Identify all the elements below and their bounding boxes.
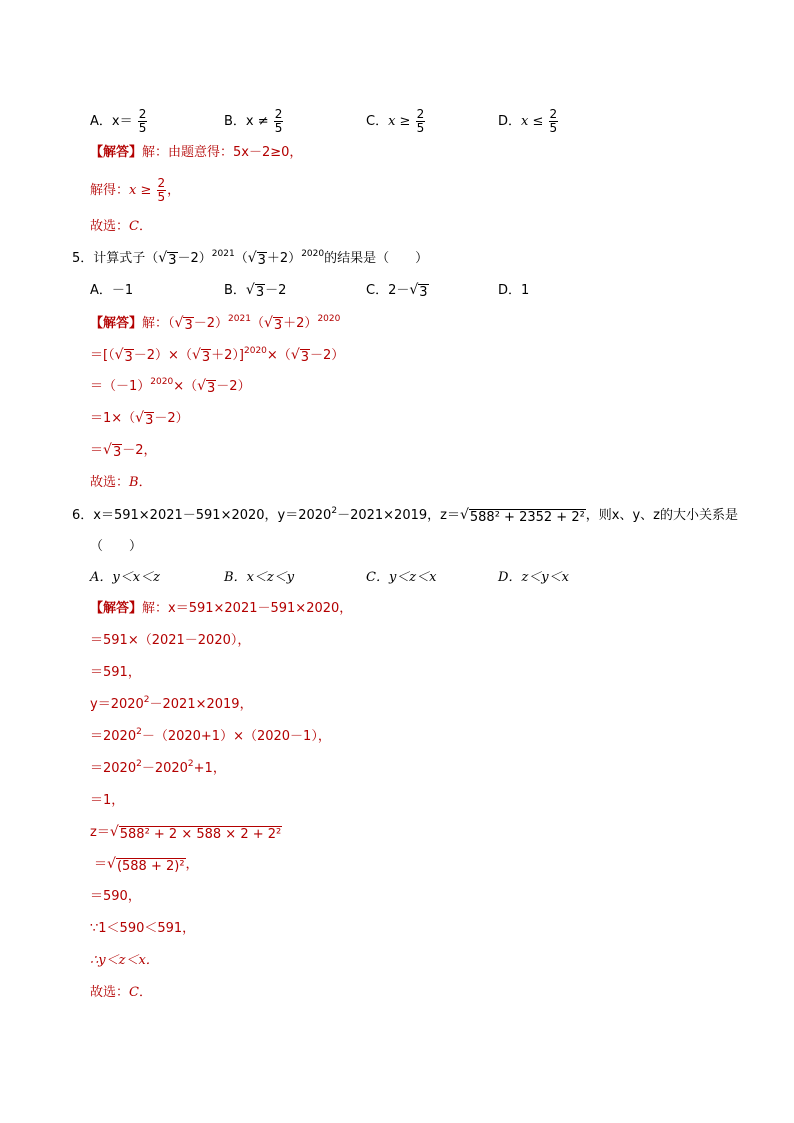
q6-option-a: A．y＜x＜z [90,570,160,585]
q4-option-b: B．x ≠ $\frac{2}{5}$ [224,107,283,135]
q6-step-8: ＝ √ (588 + 2)² ， [94,856,199,874]
q6-choose: 故选：C． [90,985,152,1000]
q4-option-d: D．x ≤ $\frac{2}{5}$ [498,107,558,135]
q4-option-c: C．x ≥ $\frac{2}{5}$ [366,107,425,135]
q4-choose: 故选：C． [90,219,152,234]
q6-stem-paren: （ ） [90,539,143,554]
q4-solve: 解得：x ≥ $\frac{2}{5}$ ， [90,176,181,204]
q6-option-d: D．z＜y＜x [498,570,569,585]
q6-step-9: ＝590， [90,889,141,904]
q6-option-c: C．y＜z＜x [366,570,437,585]
q5-option-a: A．－1 [90,283,134,298]
q5-step-2: $=(-1)^{2020}\times$（ √ 3 －2） [90,377,251,396]
q6-step-11: ∴y＜z＜x． [90,953,159,968]
q6-step-10: ∵1＜590＜591， [90,921,196,936]
q6-step-2: ＝591， [90,665,141,680]
q6-step-5: $=2020^2-2020^2+1$， [90,759,226,776]
q5-option-c: C．2－ √ 3 [366,282,428,300]
q6-step-3: $y=2020^2-2021\times 2019$， [90,695,253,712]
q5-choose: 故选：B． [90,475,152,490]
q5-stem: 5．计算式子（ √ 3 －2）$^{2021}$（ √ 3 ＋2）$^{2020}$的结果是（ ） [72,249,429,268]
q6-step-6: ＝1， [90,793,125,808]
q5-answer: 【解答】解：（ √ 3 －2）$^{2021}$（ √ 3 ＋2）$^{2020}$ [90,314,341,333]
q6-option-b: B．x＜z＜y [224,570,295,585]
q6-answer: 【解答】解：x＝591×2021－591×2020， [90,601,353,616]
q5-step-3: ＝1×（ √ 3 －2） [90,410,189,428]
q5-option-b: B． √ 3 －2 [224,282,287,300]
q6-step-1: ＝591×（2021－2020）， [90,633,251,648]
q5-option-d: D．1 [498,283,530,298]
q4-option-a: A．x＝ $\frac{2}{5}$ [90,107,147,135]
q6-step-7: z＝ √ 588² + 2 × 588 × 2 + 2² [90,824,282,842]
q5-step-1: ＝[（ √ 3 －2）×（ √ 3 ＋2）]$^{2020}$×（ √ 3 －2） [90,346,345,365]
q6-step-4: $=2020^2-(2020+1)\times(2020-1)$， [90,727,331,744]
q5-step-4: ＝ √ 3 －2， [90,442,157,460]
q4-answer: 【解答】解：由题意得：5x－2≥0， [90,145,303,160]
q6-stem: 6．x＝591×2021－591×2020，$y=2020^2-2021\times 2019$，z＝ √ 588² + 2352 + 2² ，则x、y、z的大小关系是 [72,506,739,525]
